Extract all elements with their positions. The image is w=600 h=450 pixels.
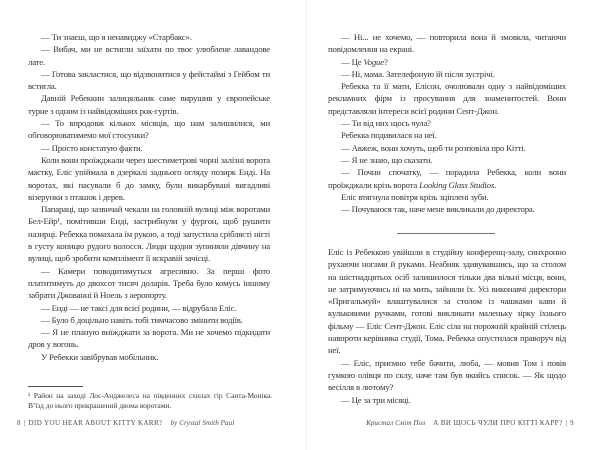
paragraph: — Почуваюся так, наче мене викликали до директора.: [341, 204, 535, 215]
footnote: [28, 386, 272, 411]
paragraph: — Я не планую виїжджати за ворота. Ми не хочемо підкидати дров у вогонь.: [28, 327, 270, 350]
paragraph: — То впродовж кількох місяців, що нам залишилися, ми обговорюватимемо мої стосунки?: [28, 118, 270, 141]
left-page-footer: [17, 419, 234, 427]
paragraph: — Авжеж, вони хочуть, щоб ти розповіла про Кітті.: [341, 142, 526, 153]
paragraph: — Ти від них щось чула?: [341, 118, 431, 129]
book-author-ukrainian: Кристал Сміт Пол: [366, 419, 426, 427]
paragraph: Еліс із Ребеккою увійшли в студійну конференц-залу, синхронно рухаючи ногами й руками. Неабияк здивувавшись, що за столом на шістнадцятьох осіб залишилося тільки два вільні місця, вони, не затримуючись ні на мить, зайняли їх. Усі виконавчі директори «Пригальмуй» влаштувалися за столом із чашками кави й кульковими ручками, готові викликати маленьку зірку їхнього фільму — Еліс Сент-Джон. Еліс сіла на порожній крайній стілець навпроти керівника студії, Тома. Ребекка опустилася праворуч від неї.: [328, 247, 566, 356]
paragraph: — Вибач, ми не встигли заїхати по твоє улюблене лавандове лате.: [28, 44, 270, 67]
paragraph: — Ні, мама. Зателефоную їй після зустрічі.: [341, 68, 495, 79]
paragraph: — Ні... не хочемо, — повторила вона й змовкла, читаючи повідомлення на екрані.: [328, 32, 566, 55]
paragraph: — Камери поводитимуться агресивно. За перші фото платитимуть до двохсот тисяч доларів. Треба було комусь іншому забрати Джованні й Ноель з аеропорту.: [28, 265, 270, 301]
paragraph: — Еліс, приємно тебе бачити, люба, — мовив Том і повів гумкою олівця по склу, наче там був якийсь список. — Як щодо весілля в лютому?: [328, 357, 566, 393]
book-title-ukrainian: А ВИ ЩОСЬ ЧУЛИ ПРО КІТТІ КАРР?: [433, 419, 563, 427]
page-gutter-divider: [306, 0, 307, 450]
left-page-number: 8: [17, 419, 21, 427]
paragraph: Еліс втягнула повітря крізь зціплені зуби.: [341, 191, 489, 202]
scene-break-divider: [397, 233, 495, 234]
right-page-text-block-before-break: [328, 31, 566, 215]
book-author-original: by Crystal Smith Paul: [170, 419, 235, 427]
right-page-footer: [366, 419, 574, 427]
paragraph: — Енді — не таксі для всієї родини, — відрубала Еліс.: [41, 302, 237, 313]
left-page-text-block: [28, 31, 270, 363]
footnote-separator-rule: [28, 386, 83, 387]
paragraph: Коли вони проїжджали через шестиметрові чорні залізні ворота маєтку, Еліс упіймала в дзеркалі заднього огляду позирк Енді. На воротах, які пасували б до замку, були викарбувані вигадливі візерунки з пташок і дерев.: [28, 154, 270, 202]
footnote-text: ¹ Район на заході Лос-Анджелеса на південних схилах гір Санта-Моніка. В’їзд до нього прикрашений двома воротами.: [28, 391, 272, 410]
paragraph: — Почни спочатку, — порадила Ребекка, коли вони проїжджали крізь ворота Looking Glass Studios.: [328, 167, 566, 190]
paragraph: Папараці, що зазвичай чекали на головній вулиці між воротами Бел-Ейр¹, помітивши Енді, застрибнули у фургон, щоб рушити назирці. Ребекка помахала їм рукою, а тоді запустила сріблясті нігті в густу копицю рудого волосся. Люди щодня зупиняли дівчину на вулиці, щоб зробити комплімент її яскравій зачісці.: [28, 204, 270, 264]
paragraph: — Готова закластися, що відзвонитися у фейстаймі з Гейбом ти встигла.: [28, 68, 270, 92]
paragraph: Ребекка та її мати, Елісон, очолювали одну з найвідоміших рекламних фірм із просування для знаменитостей. Вони представляли інтереси всієї родини Сент-Джон.: [328, 81, 566, 116]
paragraph: — Ти знаєш, що я ненавиджу «Старбакс».: [41, 32, 192, 42]
paragraph: — Було б доцільно навіть тобі тимчасово змінити водіїв.: [41, 314, 243, 325]
paragraph: — Це за три місяці.: [341, 394, 411, 405]
paragraph: — Це Vogue?: [341, 56, 388, 67]
right-page-number: 9: [570, 419, 574, 427]
footer-separator: |: [23, 419, 26, 427]
paragraph: Ребекка подивилася на неї.: [341, 130, 437, 141]
paragraph: У Ребекки завібрував мобільник.: [41, 351, 159, 362]
footer-separator: |: [565, 419, 568, 427]
paragraph: — Просто констатую факти.: [41, 142, 143, 153]
paragraph: Давній Ребеккин залицяльник саме вирушив у європейське турне з одним із найвідоміших рок-гуртів.: [28, 93, 270, 116]
book-title-original: DID YOU HEAR ABOUT KITTY KARR?: [28, 419, 163, 427]
paragraph: — Я не знаю, що сказати.: [341, 154, 433, 165]
right-page-text-block-after-break: [328, 246, 566, 406]
